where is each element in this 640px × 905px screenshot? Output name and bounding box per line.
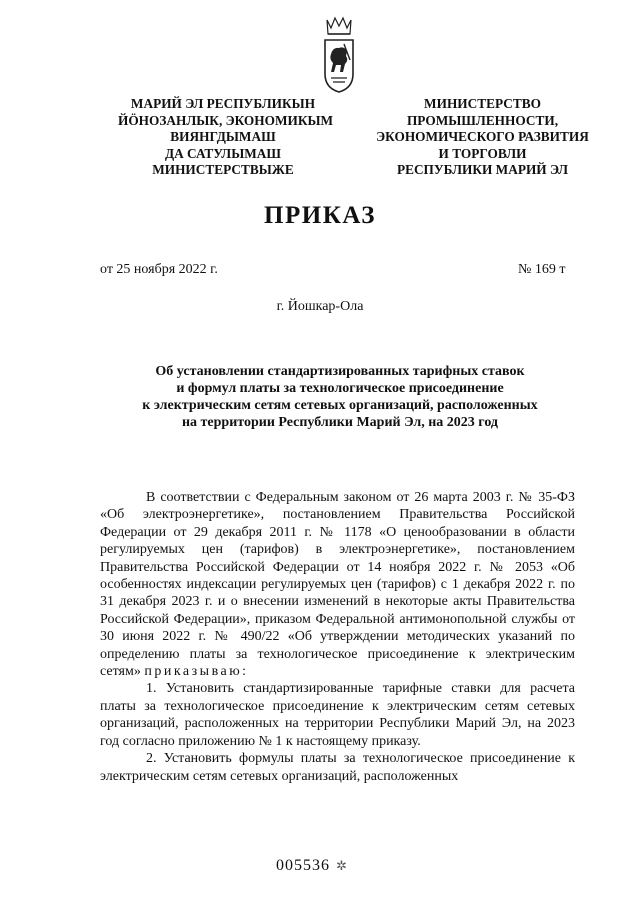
- ministry-name-russian: [360, 96, 605, 179]
- header-left-line: ВИЯНГДЫМАШ: [170, 129, 276, 145]
- document-title: ПРИКАЗ: [264, 202, 376, 229]
- preamble-text: В соответствии с Федеральным законом от 26 марта 2003 г. № 35-ФЗ «Об электроэнергетике», постановлением Правительства Российской Федерации от 29 декабря 2011 г. № 1178 «О ценообразовании в области регулируемых цен (тарифов) в электроэнергетике», постановлением Правительства Российской Федерации от 14 ноября 2022 г. № 2053 «Об особенностях индексации регулируемых цен (тарифов) с 1 декабря 2022 г. по 31 декабря 2023 г. и о внесении изменений в некоторые акты Правительства Российской Федерации», приказом Федеральной антимонопольной службы от 30 июня 2022 г. № 490/22 «Об утверждении методических указаний по определению платы за технологическое присоединение к электрическим сетям»: [100, 490, 575, 680]
- serial-text: 005536: [276, 857, 330, 874]
- serial-number: [276, 857, 348, 875]
- ministry-name-mari: [118, 96, 334, 179]
- header-right-line: И ТОРГОВЛИ: [438, 145, 527, 161]
- subject-line: к электрическим сетям сетевых организаций, расположенных: [142, 398, 538, 413]
- header-left-line: ДА САТУЛЫМАШ: [164, 145, 282, 161]
- subject-line: на территории Республики Марий Эл, на 2023 год: [181, 415, 498, 430]
- header-right-line: РЕСПУБЛИКИ МАРИЙ ЭЛ: [396, 162, 569, 178]
- clause-1-paragraph: 1. Установить стандартизированные тарифные ставки для расчета платы за технологическое присоединение к электрическим сетям сетевых организаций, расположенных на территории Республики Марий Эл, на 2023 год согласно приложению № 1 к настоящему приказу.: [100, 681, 575, 749]
- document-body: [100, 489, 575, 785]
- header-right-line: ПРОМЫШЛЕННОСТИ,: [406, 112, 559, 128]
- document-city: г. Йошкар-Ола: [276, 299, 364, 314]
- header-left-line: ЙÖНОЗАНЛЫК, ЭКОНОМИКЫМ: [118, 112, 334, 128]
- subject-line: Об установлении стандартизированных тарифных ставок: [155, 364, 525, 379]
- asterisk-icon: ✲: [336, 858, 348, 873]
- header-right-line: МИНИСТЕРСТВО: [424, 96, 541, 111]
- document-subject: [100, 363, 580, 431]
- preamble-paragraph: [100, 489, 575, 680]
- header-right-line: ЭКОНОМИЧЕСКОГО РАЗВИТИЯ: [376, 129, 589, 145]
- header-left-line: МИНИСТЕРСТВЫЖЕ: [152, 162, 294, 178]
- document-date: от 25 ноября 2022 г.: [100, 262, 218, 277]
- document-number: № 169 т: [518, 262, 566, 277]
- clause-2-paragraph: 2. Установить формулы платы за технологическое присоединение к электрическим сетям сетевых организаций, расположенных: [100, 751, 575, 784]
- header-left-line: МАРИЙ ЭЛ РЕСПУБЛИКЫН: [130, 96, 316, 111]
- subject-line: и формул платы за технологическое присоединение: [176, 381, 504, 396]
- coat-of-arms-icon: [319, 16, 359, 94]
- order-keyword: приказываю:: [144, 664, 249, 680]
